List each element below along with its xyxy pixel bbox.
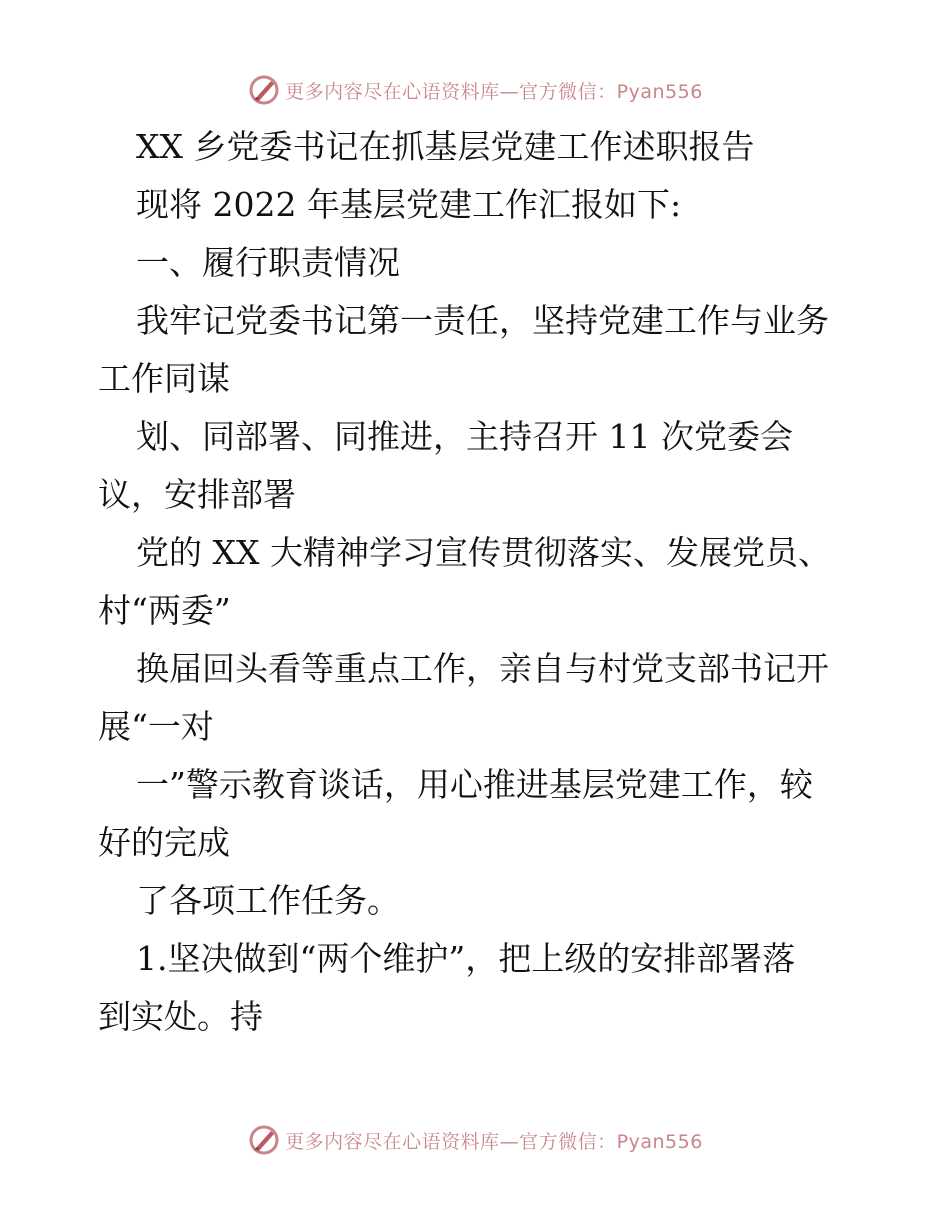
text-line: 划、同部署、同推进，主持召开 11 次党委会	[136, 417, 793, 456]
watermark-text: 更多内容尽在心语资料库—官方微信：Pyan556	[285, 1130, 703, 1153]
pen-logo-icon	[247, 1123, 281, 1157]
text-line: 工作同谋	[98, 359, 230, 398]
text-line: 党的 XX 大精神学习宣传贯彻落实、发展党员、	[136, 533, 831, 572]
watermark-footer	[0, 1120, 950, 1160]
text-line: 一”警示教育谈话，用心推进基层党建工作，较	[136, 765, 813, 804]
text-line: 现将 2022 年基层党建工作汇报如下:	[136, 185, 682, 224]
text-line: 到实处。持	[98, 997, 263, 1036]
text-line: 1.坚决做到“两个维护”，把上级的安排部署落	[136, 939, 796, 978]
watermark-header	[0, 70, 950, 110]
pen-logo-icon	[247, 73, 281, 107]
text-line: 换届回头看等重点工作，亲自与村党支部书记开	[136, 649, 829, 688]
text-line: 议，安排部署	[98, 475, 296, 514]
watermark-text: 更多内容尽在心语资料库—官方微信：Pyan556	[285, 80, 703, 103]
text-line: XX 乡党委书记在抓基层党建工作述职报告	[136, 127, 755, 166]
text-line: 村“两委”	[98, 591, 231, 630]
text-line: 一、履行职责情况	[136, 243, 400, 282]
text-line: 了各项工作任务。	[136, 881, 400, 920]
text-line: 好的完成	[98, 823, 230, 862]
text-line: 我牢记党委书记第一责任，坚持党建工作与业务	[136, 301, 829, 340]
document-body	[98, 118, 858, 1046]
text-line: 展“一对	[98, 707, 214, 746]
